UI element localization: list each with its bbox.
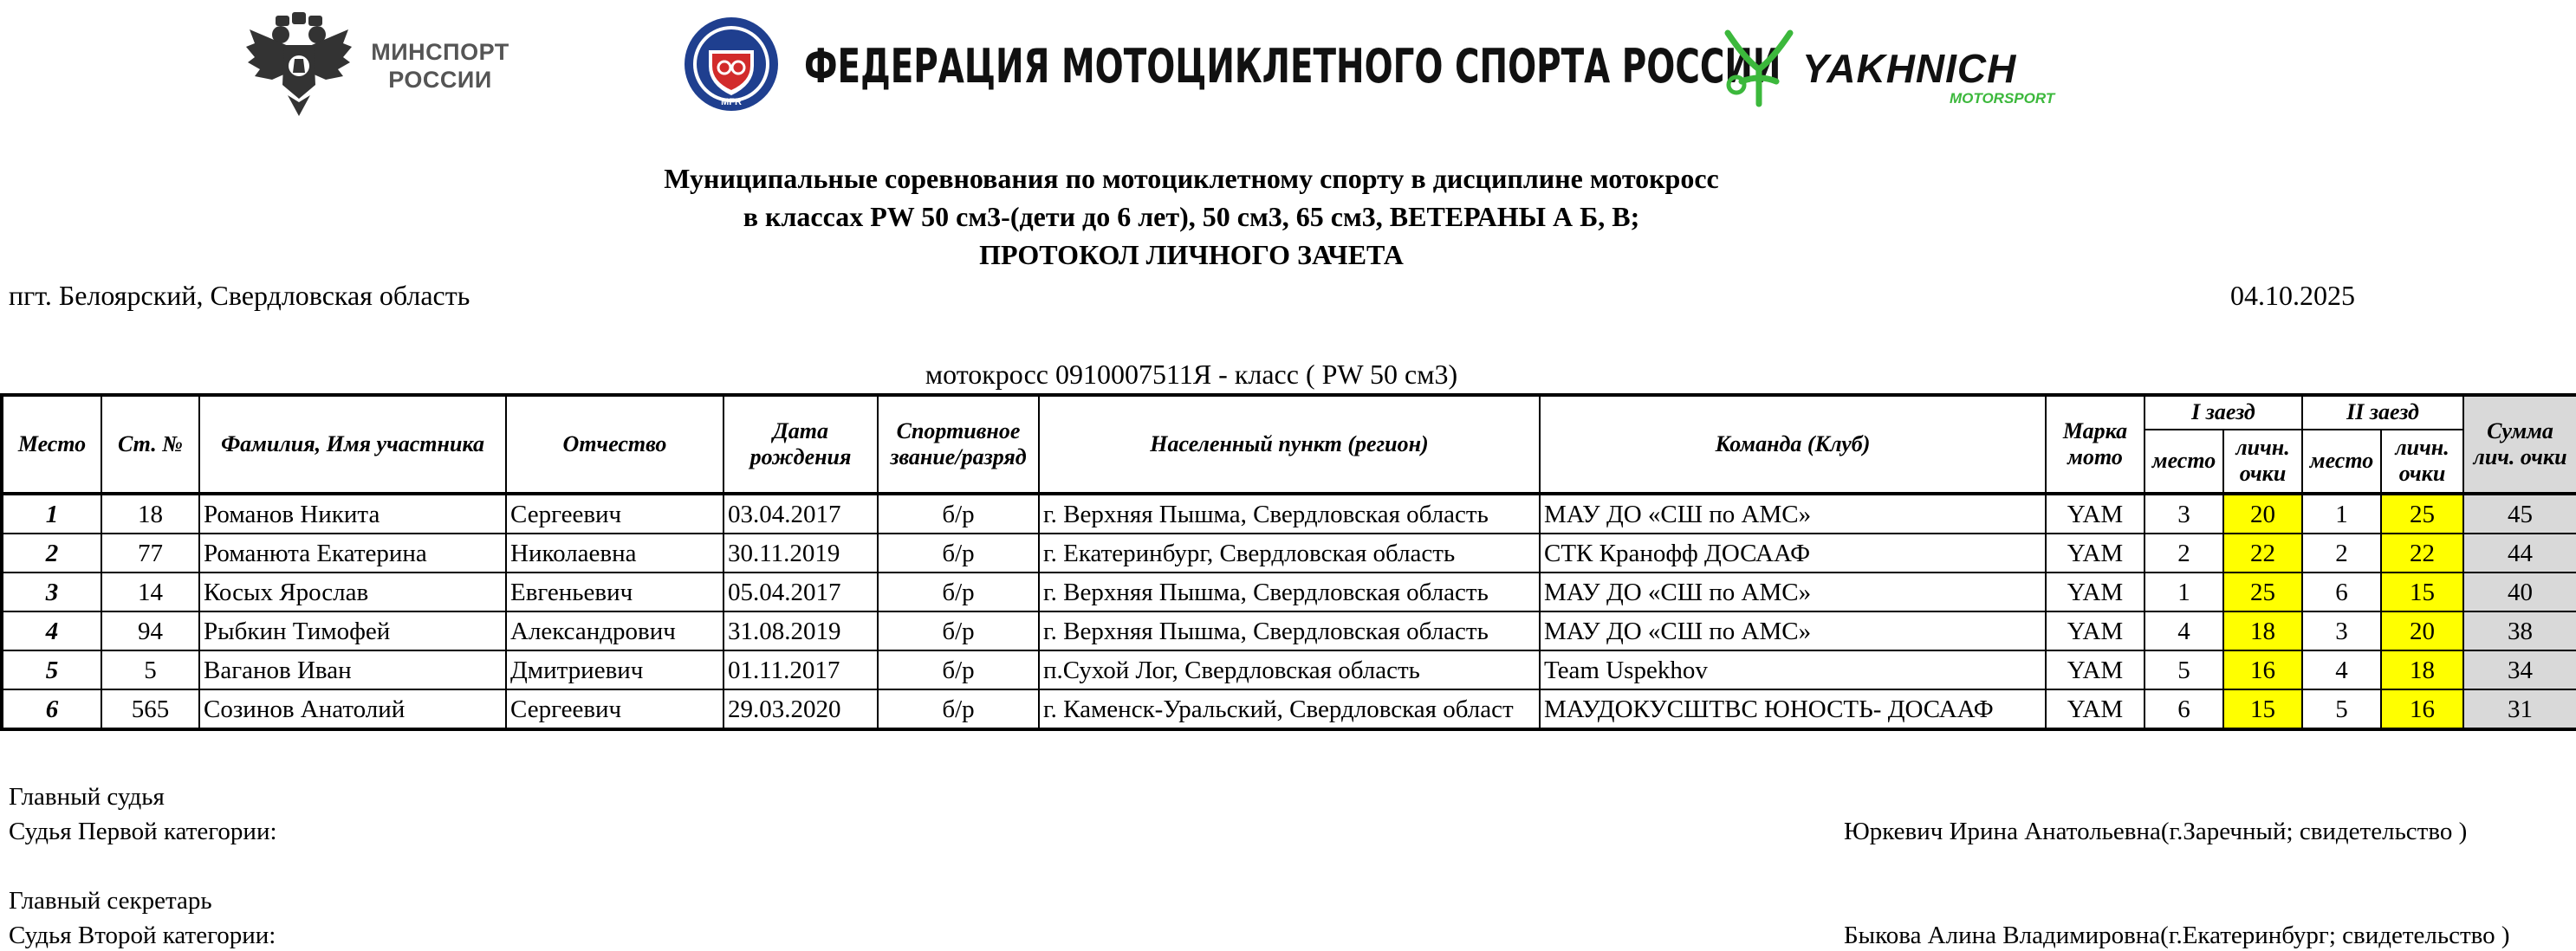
- cell-patronymic: Сергеевич: [506, 494, 723, 534]
- cell-team: Team Uspekhov: [1540, 650, 2046, 689]
- cell-start-number: 565: [101, 689, 199, 729]
- cell-rank: б/р: [878, 611, 1039, 650]
- document-title-line3: ПРОТОКОЛ ЛИЧНОГО ЗАЧЕТА: [979, 239, 1404, 270]
- header-race2-points: личн. очки: [2381, 430, 2463, 494]
- chief-secretary-category: Судья Второй категории:: [9, 922, 276, 949]
- cell-city: г. Верхняя Пышма, Свердловская область: [1039, 573, 1540, 611]
- cell-birth-date: 01.11.2017: [723, 650, 878, 689]
- cell-patronymic: Дмитриевич: [506, 650, 723, 689]
- minsport-logo-text: [371, 38, 509, 94]
- cell-race1-points: 18: [2223, 611, 2302, 650]
- cell-city: г. Каменск-Уральский, Свердловская област: [1039, 689, 1540, 729]
- cell-bike: YAM: [2046, 611, 2145, 650]
- cell-name: Рыбкин Тимофей: [199, 611, 506, 650]
- cell-city: п.Сухой Лог, Свердловская область: [1039, 650, 1540, 689]
- cell-patronymic: Евгеньевич: [506, 573, 723, 611]
- event-date: 04.10.2025: [2230, 280, 2355, 311]
- yakhnich-emblem-icon: [1719, 24, 1799, 111]
- mfr-logo: [683, 16, 780, 113]
- cell-rank: б/р: [878, 534, 1039, 573]
- cell-total: 38: [2463, 611, 2576, 650]
- cell-birth-date: 05.04.2017: [723, 573, 878, 611]
- cell-race2-points: 22: [2381, 534, 2463, 573]
- cell-bike: YAM: [2046, 494, 2145, 534]
- document-title-line1: Муниципальные соревнования по мотоциклетному спорту в дисциплине мотокросс: [664, 163, 1719, 194]
- cell-race2-points: 20: [2381, 611, 2463, 650]
- cell-start-number: 14: [101, 573, 199, 611]
- chief-secretary-name: Быкова Алина Владимировна(г.Екатеринбург; свидетельство ): [1844, 922, 2510, 949]
- cell-team: МАУДОКУСШТВС ЮНОСТЬ- ДОСААФ: [1540, 689, 2046, 729]
- cell-race2-place: 1: [2302, 494, 2381, 534]
- cell-name: Созинов Анатолий: [199, 689, 506, 729]
- cell-bike: YAM: [2046, 534, 2145, 573]
- cell-race2-place: 5: [2302, 689, 2381, 729]
- cell-patronymic: Александрович: [506, 611, 723, 650]
- results-body: [2, 494, 2576, 729]
- header-team: Команда (Клуб): [1540, 395, 2046, 494]
- chief-secretary-title: Главный секретарь: [9, 887, 212, 915]
- header-race1-place: место: [2145, 430, 2223, 494]
- cell-rank: б/р: [878, 689, 1039, 729]
- mfr-logo-text: MFR: [721, 97, 742, 107]
- cell-patronymic: Николаевна: [506, 534, 723, 573]
- cell-race1-place: 5: [2145, 650, 2223, 689]
- cell-place: 2: [2, 534, 101, 573]
- cell-bike: YAM: [2046, 650, 2145, 689]
- yakhnich-logo: [1719, 24, 2055, 111]
- header-patronymic: Отчество: [506, 395, 723, 494]
- cell-race1-points: 15: [2223, 689, 2302, 729]
- cell-rank: б/р: [878, 573, 1039, 611]
- cell-place: 6: [2, 689, 101, 729]
- cell-race1-place: 3: [2145, 494, 2223, 534]
- class-title: мотокросс 0910007511Я - класс ( PW 50 см3): [925, 359, 1458, 390]
- cell-race2-place: 3: [2302, 611, 2381, 650]
- chief-judge-name: Юркевич Ирина Анатольевна(г.Заречный; свидетельство ): [1844, 818, 2468, 845]
- cell-place: 5: [2, 650, 101, 689]
- event-location: пгт. Белоярский, Свердловская область: [9, 280, 470, 311]
- cell-race2-points: 15: [2381, 573, 2463, 611]
- cell-total: 44: [2463, 534, 2576, 573]
- cell-place: 4: [2, 611, 101, 650]
- table-row: [2, 650, 2576, 689]
- cell-bike: YAM: [2046, 573, 2145, 611]
- yakhnich-subtitle: MOTORSPORT: [1950, 90, 2055, 107]
- table-row: [2, 534, 2576, 573]
- yakhnich-wordmark: YAKHNICH: [1802, 46, 2017, 91]
- cell-total: 45: [2463, 494, 2576, 534]
- minsport-logo-line1: МИНСПОРТ: [371, 39, 509, 65]
- table-row: [2, 611, 2576, 650]
- header-city: Населенный пункт (регион): [1039, 395, 1540, 494]
- cell-name: Косых Ярослав: [199, 573, 506, 611]
- minsport-logo: [243, 12, 509, 118]
- chief-judge-category: Судья Первой категории:: [9, 818, 277, 845]
- header-bike: Марка мото: [2046, 395, 2145, 494]
- cell-patronymic: Сергеевич: [506, 689, 723, 729]
- cell-race2-place: 6: [2302, 573, 2381, 611]
- cell-start-number: 18: [101, 494, 199, 534]
- cell-place: 3: [2, 573, 101, 611]
- cell-race1-place: 1: [2145, 573, 2223, 611]
- cell-race1-points: 25: [2223, 573, 2302, 611]
- cell-race1-place: 2: [2145, 534, 2223, 573]
- cell-race2-points: 16: [2381, 689, 2463, 729]
- minsport-logo-line2: РОССИИ: [388, 67, 492, 93]
- header-race1: I заезд: [2145, 395, 2302, 430]
- header-birth-date: Дата рождения: [723, 395, 878, 494]
- header-race1-points: личн. очки: [2223, 430, 2302, 494]
- cell-race2-place: 2: [2302, 534, 2381, 573]
- cell-race2-points: 18: [2381, 650, 2463, 689]
- cell-start-number: 5: [101, 650, 199, 689]
- mfr-emblem-icon: [683, 16, 780, 113]
- cell-birth-date: 29.03.2020: [723, 689, 878, 729]
- cell-birth-date: 30.11.2019: [723, 534, 878, 573]
- document-title-line2: в классах PW 50 см3-(дети до 6 лет), 50 см3, 65 см3, ВЕТЕРАНЫ А Б, В;: [743, 201, 1640, 232]
- cell-city: г. Екатеринбург, Свердловская область: [1039, 534, 1540, 573]
- cell-team: МАУ ДО «СШ по АМС»: [1540, 494, 2046, 534]
- cell-total: 40: [2463, 573, 2576, 611]
- cell-race1-points: 20: [2223, 494, 2302, 534]
- cell-birth-date: 31.08.2019: [723, 611, 878, 650]
- header-race2: II заезд: [2302, 395, 2463, 430]
- table-row: [2, 573, 2576, 611]
- header-name: Фамилия, Имя участника: [199, 395, 506, 494]
- chief-judge-title: Главный судья: [9, 783, 165, 811]
- cell-place: 1: [2, 494, 101, 534]
- cell-rank: б/р: [878, 494, 1039, 534]
- table-row: [2, 689, 2576, 729]
- federation-title: ФЕДЕРАЦИЯ МОТОЦИКЛЕТНОГО СПОРТА РОССИИ: [804, 39, 1781, 94]
- header-race2-place: место: [2302, 430, 2381, 494]
- cell-name: Романов Никита: [199, 494, 506, 534]
- cell-city: г. Верхняя Пышма, Свердловская область: [1039, 494, 1540, 534]
- cell-race2-points: 25: [2381, 494, 2463, 534]
- cell-race1-place: 4: [2145, 611, 2223, 650]
- cell-total: 31: [2463, 689, 2576, 729]
- cell-total: 34: [2463, 650, 2576, 689]
- cell-start-number: 77: [101, 534, 199, 573]
- double-headed-eagle-icon: [243, 12, 355, 118]
- cell-team: МАУ ДО «СШ по АМС»: [1540, 611, 2046, 650]
- cell-city: г. Верхняя Пышма, Свердловская область: [1039, 611, 1540, 650]
- cell-start-number: 94: [101, 611, 199, 650]
- cell-race2-place: 4: [2302, 650, 2381, 689]
- results-table: [0, 393, 2576, 731]
- cell-race1-place: 6: [2145, 689, 2223, 729]
- cell-race1-points: 22: [2223, 534, 2302, 573]
- cell-team: МАУ ДО «СШ по АМС»: [1540, 573, 2046, 611]
- header-rank: Спортивное звание/разряд: [878, 395, 1039, 494]
- header-place: Место: [2, 395, 101, 494]
- cell-rank: б/р: [878, 650, 1039, 689]
- cell-name: Романюта Екатерина: [199, 534, 506, 573]
- header-total: Сумма лич. очки: [2463, 395, 2576, 494]
- cell-team: СТК Кранофф ДОСААФ: [1540, 534, 2046, 573]
- cell-bike: YAM: [2046, 689, 2145, 729]
- cell-name: Ваганов Иван: [199, 650, 506, 689]
- cell-race1-points: 16: [2223, 650, 2302, 689]
- cell-birth-date: 03.04.2017: [723, 494, 878, 534]
- table-row: [2, 494, 2576, 534]
- header-start-number: Ст. №: [101, 395, 199, 494]
